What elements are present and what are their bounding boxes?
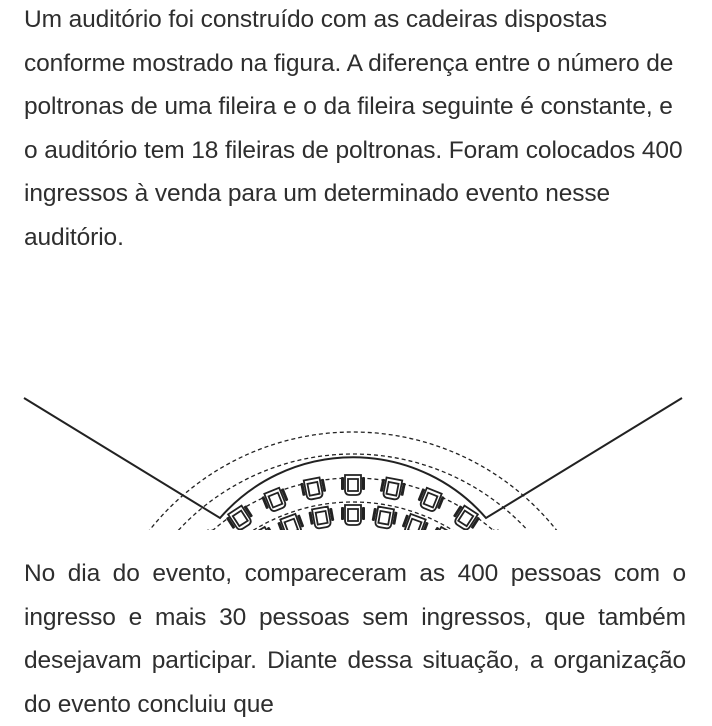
seat-row1-3 — [247, 525, 278, 530]
seat-row2-6 — [379, 477, 406, 501]
problem-paragraph-1: Um auditório foi construído com as cadeiras dispostas conforme mostrado na figura. A diferença entre o número de poltronas de uma fileira e o da fileira seguinte é constante, e o auditório tem 18 fileiras de poltronas. Foram colocados 400 ingressos à venda para um determinado evento nesse auditório. — [24, 6, 683, 251]
seat-row1-9 — [428, 525, 459, 530]
seat-row1-6 — [341, 505, 365, 525]
seat-row1-4 — [277, 513, 306, 530]
seat-row1-8 — [400, 513, 429, 530]
seat-row2-4 — [300, 477, 327, 501]
auditorium-outline — [24, 398, 682, 518]
seat-row1-7 — [371, 506, 398, 530]
seat-row2-1 — [194, 528, 225, 530]
auditorium-figure — [0, 260, 712, 530]
seat-row1-5 — [308, 506, 335, 530]
problem-paragraph-2: No dia do evento, compareceram as 400 pessoas com o ingresso e mais 30 pessoas sem ingressos, que também desejavam participar. Diante dessa situação, a organização do evento concluiu que — [24, 560, 686, 718]
seat-row2-5 — [341, 475, 365, 495]
seat-row2-7 — [416, 486, 446, 514]
seat-row2-9 — [481, 528, 512, 530]
seat-row2-3 — [261, 486, 291, 514]
seat-rows — [194, 475, 513, 530]
